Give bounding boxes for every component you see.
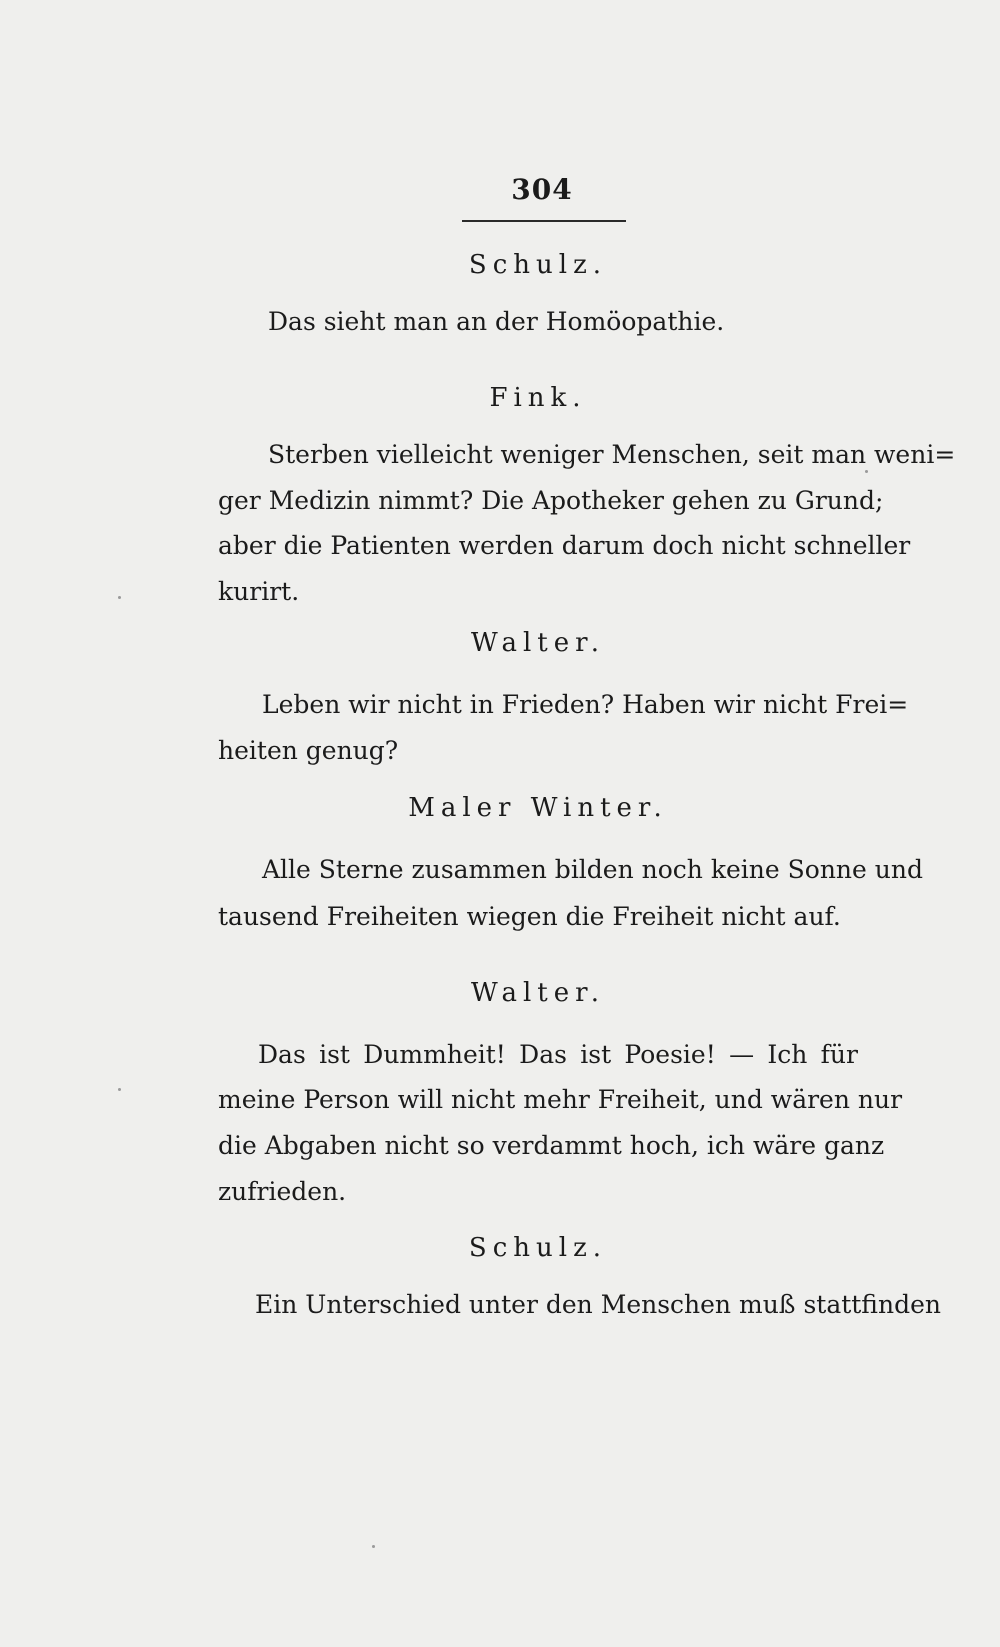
- text-line: Ein Unterschied unter den Menschen muß stattfinden: [255, 1290, 941, 1319]
- text-line: tausend Freiheiten wiegen die Freiheit nicht auf.: [218, 902, 841, 931]
- text-line: Sterben vielleicht weniger Menschen, seit man weni=: [268, 440, 956, 469]
- text-line: aber die Patienten werden darum doch nicht schneller: [218, 531, 911, 560]
- text-line: die Abgaben nicht so verdammt hoch, ich wäre ganz: [218, 1131, 885, 1160]
- speaker-name: Schulz.: [468, 1233, 608, 1263]
- header-rule: [462, 220, 626, 222]
- text-line: Das sieht man an der Homöopathie.: [268, 307, 725, 336]
- paper-speck: [118, 1088, 121, 1091]
- speaker-name: Walter.: [471, 978, 605, 1008]
- speaker-name: Walter.: [471, 628, 605, 658]
- speaker-name: Fink.: [489, 383, 587, 413]
- speaker-name: Maler Winter.: [408, 793, 668, 823]
- text-line: kurirt.: [218, 577, 300, 606]
- speaker-name: Schulz.: [468, 250, 608, 280]
- text-line: heiten genug?: [218, 736, 399, 765]
- text-line: Alle Sterne zusammen bilden noch keine Sonne und: [262, 855, 923, 884]
- text-line: zufrieden.: [218, 1177, 347, 1206]
- text-line: Das ist Dummheit! Das ist Poesie! — Ich für: [258, 1040, 858, 1069]
- text-line: Leben wir nicht in Frieden? Haben wir nicht Frei=: [262, 690, 909, 719]
- text-line: ger Medizin nimmt? Die Apotheker gehen zu Grund;: [218, 486, 884, 515]
- paper-speck: [118, 596, 121, 599]
- paper-speck: [372, 1545, 375, 1548]
- text-line: meine Person will nicht mehr Freiheit, und wären nur: [218, 1085, 903, 1114]
- page-number: 304: [511, 173, 573, 206]
- paper-speck: [865, 470, 868, 473]
